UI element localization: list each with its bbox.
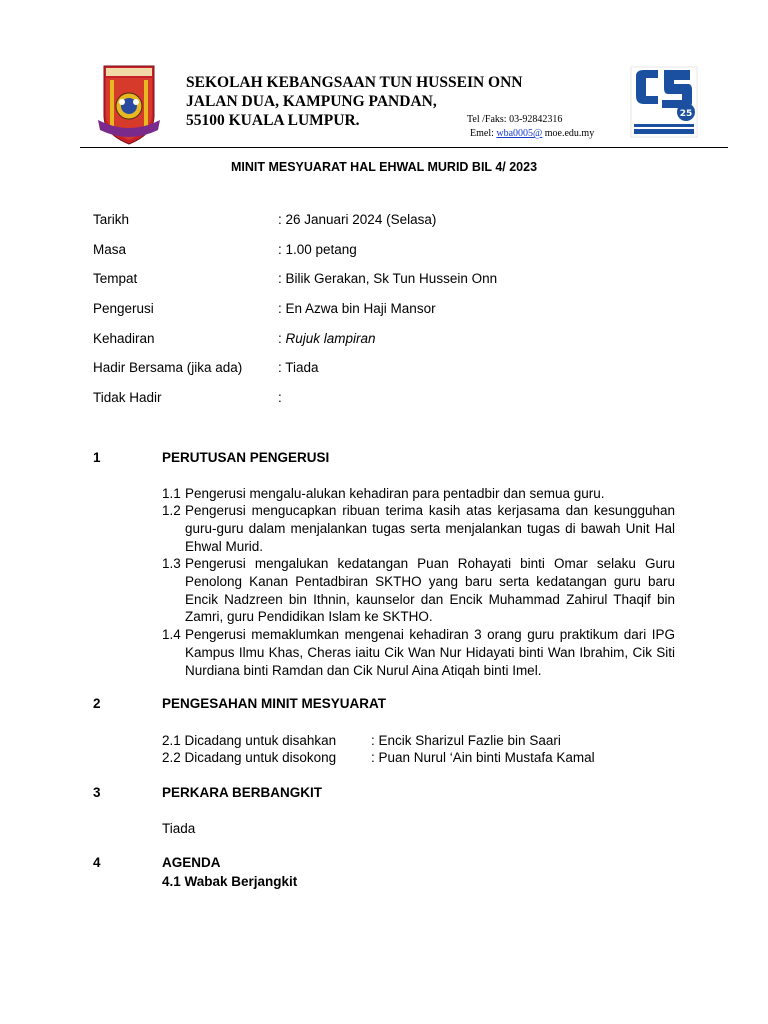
contact-tel: Tel /Faks: 03-92842316	[467, 114, 563, 125]
section-4-number: 4	[93, 855, 101, 870]
ministry-25-logo	[630, 66, 698, 138]
section-1-number: 1	[93, 450, 101, 465]
email-link[interactable]: wba0005@	[496, 128, 543, 139]
email-prefix: Emel:	[470, 128, 497, 139]
item-1-3	[162, 555, 675, 626]
info-value: : En Azwa bin Haji Mansor	[278, 301, 436, 316]
seconder-value: : Puan Nurul ‘Ain binti Mustafa Kamal	[371, 750, 595, 765]
item-1-2	[162, 502, 675, 555]
item-text: Pengerusi mengalu-alukan kehadiran para pentadbir dan semua guru.	[185, 486, 605, 501]
item-text: Pengerusi mengucapkan ribuan terima kasih atas kerjasama dan kesungguhan guru-guru dalam menjalankan tugas serta menjalankan tugas di bawah Unit Hal Ehwal Murid.	[185, 503, 675, 554]
info-label: Pengerusi	[93, 301, 154, 316]
section-4-subtitle: 4.1 Wabak Berjangkit	[162, 874, 298, 889]
seconder-label: 2.2 Dicadang untuk disokong	[162, 750, 337, 765]
section-3-title: PERKARA BERBANGKIT	[162, 785, 323, 800]
item-number: 1.2	[162, 503, 181, 518]
info-label: Tidak Hadir	[93, 390, 162, 405]
proposer-value: : Encik Sharizul Fazlie bin Saari	[371, 733, 561, 748]
logo-number: 25	[679, 109, 693, 119]
header-divider	[80, 147, 728, 148]
info-value: : 26 Januari 2024 (Selasa)	[278, 212, 437, 227]
info-value-prefix: :	[278, 331, 286, 346]
item-text: Pengerusi mengalukan kedatangan Puan Rohayati binti Omar selaku Guru Penolong Kanan Pentadbiran SKTHO yang baru serta kedatangan guru baru Encik Nadzreen bin Ithnin, kaunselor dan Encik Muhammad Zahirul Thaqif bin Zamri, guru Pendidikan Islam ke SKTHO.	[185, 556, 675, 625]
info-value: : Tiada	[278, 360, 319, 375]
school-name-line-3: 55100 KUALA LUMPUR.	[186, 112, 360, 129]
proposer-label: 2.1 Dicadang untuk disahkan	[162, 733, 337, 748]
item-number: 1.4	[162, 627, 181, 642]
item-1-4	[162, 626, 675, 679]
school-name-line-2: JALAN DUA, KAMPUNG PANDAN,	[186, 93, 437, 110]
info-label: Hadir Bersama (jika ada)	[93, 360, 243, 375]
item-1-1	[162, 485, 675, 503]
school-crest-logo	[96, 64, 162, 146]
section-4-title: AGENDA	[162, 855, 221, 870]
section-3-text: Tiada	[162, 821, 196, 836]
section-1-title: PERUTUSAN PENGERUSI	[162, 450, 330, 465]
info-value: : 1.00 petang	[278, 242, 357, 257]
document-title: MINIT MESYUARAT HAL EHWAL MURID BIL 4/ 2023	[230, 160, 538, 174]
info-label: Tempat	[93, 271, 138, 286]
item-number: 1.3	[162, 556, 181, 571]
info-label: Tarikh	[93, 212, 130, 227]
email-domain: moe.edu.my	[542, 128, 595, 139]
info-label: Kehadiran	[93, 331, 155, 346]
info-value: :	[278, 390, 282, 405]
info-value	[278, 331, 376, 346]
info-value-italic: Rujuk lampiran	[285, 331, 376, 346]
item-text: Pengerusi memaklumkan mengenai kehadiran 3 orang guru praktikum dari IPG Kampus Ilmu Khas, Cheras iaitu Cik Wan Nur Hidayati binti Wan Ibrahim, Cik Siti Nurdiana binti Ramdan dan Cik Nurul Aina Atiqah binti Imel.	[185, 627, 675, 678]
section-3-number: 3	[93, 785, 101, 800]
info-value: : Bilik Gerakan, Sk Tun Hussein Onn	[278, 271, 498, 286]
school-name-line-1: SEKOLAH KEBANGSAAN TUN HUSSEIN ONN	[186, 74, 523, 91]
contact-email	[470, 128, 594, 139]
item-number: 1.1	[162, 486, 181, 501]
info-label: Masa	[93, 242, 127, 257]
section-2-number: 2	[93, 696, 101, 711]
section-2-title: PENGESAHAN MINIT MESYUARAT	[162, 696, 387, 711]
